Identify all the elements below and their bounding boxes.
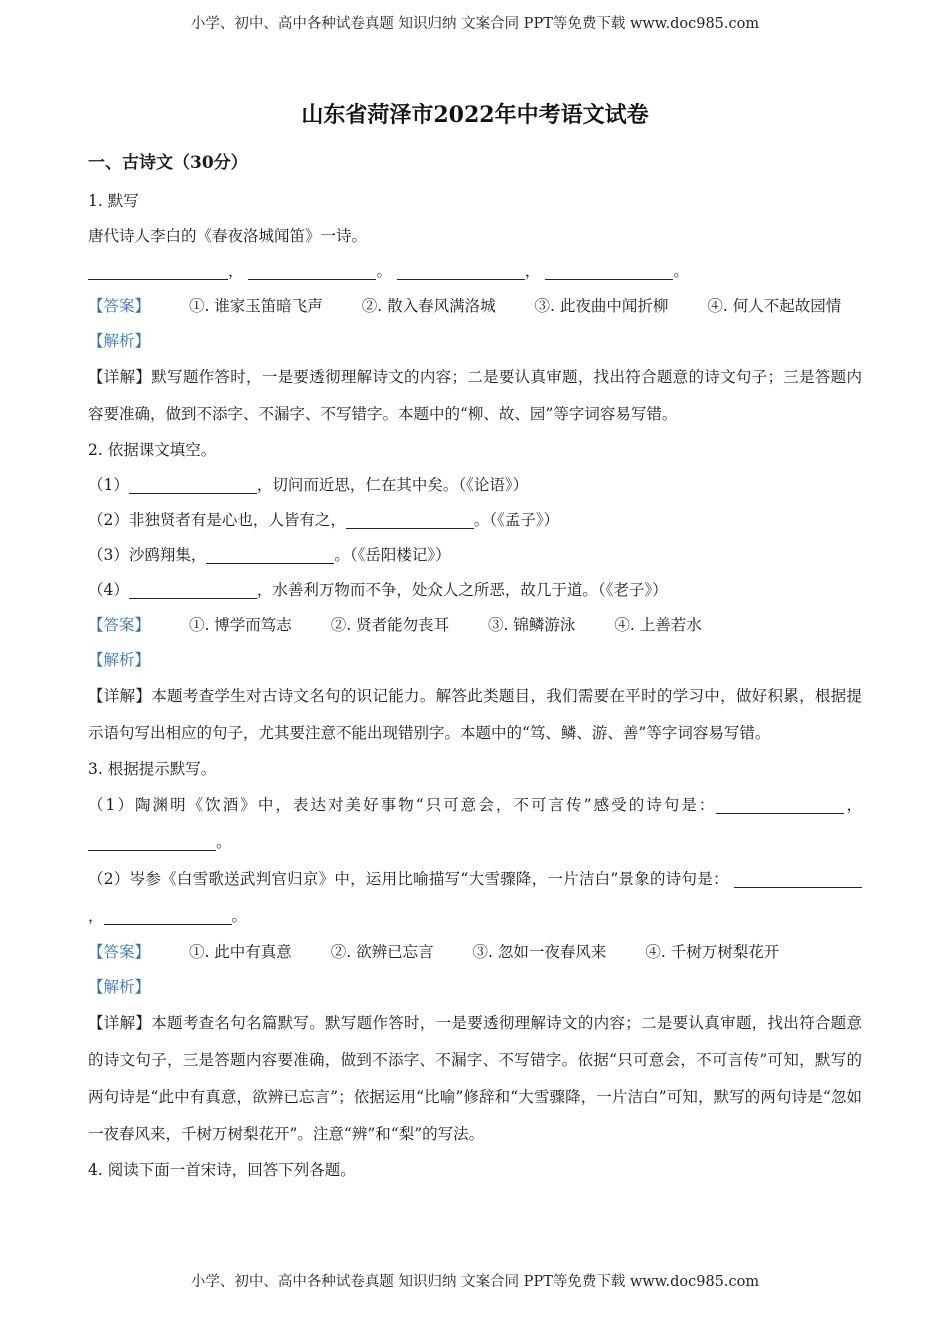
answer-blank[interactable]	[88, 832, 216, 851]
document-body	[88, 150, 862, 1188]
question-2-item: （2）非独贤者有是心也，人皆有之， 。（《孟子》）	[88, 511, 560, 529]
analysis-label: 【解析】	[88, 978, 151, 996]
answer-blank[interactable]	[734, 869, 862, 888]
answer-item: ④. 何人不起故园情	[707, 297, 842, 315]
document-title: 山东省菏泽市2022年中考语文试卷	[301, 102, 649, 128]
answer-item: ④. 上善若水	[614, 616, 702, 634]
question-2-detail: 【详解】本题考查学生对古诗文名句的识记能力。解答此类题目，我们需要在平时的学习中，做好积累，根据提示语句写出相应的句子，尤其要注意不能出现错别字。本题中的“笃、鳞、游、善”等字词容易写错。	[88, 687, 862, 742]
answer-item: ①. 此中有真意	[188, 943, 292, 961]
question-4-number: 4. 阅读下面一首宋诗，回答下列各题。	[88, 1161, 356, 1179]
answer-blank[interactable]	[129, 580, 257, 599]
answer-blank[interactable]	[397, 261, 525, 280]
question-2-item: （1） ，切问而近思，仁在其中矣。（《论语》）	[88, 476, 529, 494]
answer-blank[interactable]	[206, 545, 334, 564]
question-2-answer	[88, 608, 862, 643]
analysis-label: 【解析】	[88, 332, 151, 350]
answer-blank[interactable]	[716, 795, 844, 814]
answer-item: ①. 谁家玉笛暗飞声	[188, 297, 323, 315]
answer-blank[interactable]	[88, 261, 228, 280]
question-2-number: 2. 依据课文填空。	[88, 441, 217, 459]
page-footer: 小学、初中、高中各种试卷真题 知识归纳 文案合同 PPT等免费下载 www.doc985.com	[190, 1274, 760, 1290]
answer-item: ①. 博学而笃志	[188, 616, 292, 634]
answer-label: 【答案】	[88, 297, 151, 315]
answer-item: ②. 散入春风满洛城	[361, 297, 496, 315]
question-3-detail: 【详解】本题考查名句名篇默写。默写题作答时，一是要透彻理解诗文的内容；二是要认真审题，找出符合题意的诗文句子，三是答题内容要准确，做到不添字、不漏字、不写错字。依据“只可意会，不可言传”可知，默写的两句诗是“此中有真意，欲辨已忘言”；依据运用“比喻”修辞和“大雪骤降，一片洁白”可知，默写的两句诗是“忽如一夜春风来，千树万树梨花开”。注意“辨”和“梨”的写法。	[88, 1014, 862, 1143]
question-1-number: 1. 默写	[88, 192, 139, 210]
answer-blank[interactable]	[545, 261, 673, 280]
page-header: 小学、初中、高中各种试卷真题 知识归纳 文案合同 PPT等免费下载 www.doc985.com	[190, 16, 760, 32]
question-1-answer	[88, 289, 862, 324]
answer-item: ④. 千树万树梨花开	[645, 943, 780, 961]
answer-item: ③. 锦鳞游泳	[488, 616, 576, 634]
question-3-part-1: （1）陶渊明《饮酒》中，表达对美好事物“只可意会，不可言传”感受的诗句是： ， 。	[88, 796, 862, 851]
question-1-blanks: ， 。 ， 。	[88, 254, 862, 289]
answer-blank[interactable]	[248, 261, 376, 280]
question-3-part-2: （2）岑参《白雪歌送武判官归京》中，运用比喻描写“大雪骤降，一片洁白”景象的诗句是： ， 。	[88, 861, 862, 935]
question-2-item: （3）沙鸥翔集， 。（《岳阳楼记》）	[88, 546, 451, 564]
analysis-label: 【解析】	[88, 651, 151, 669]
answer-label: 【答案】	[88, 616, 151, 634]
answer-label: 【答案】	[88, 943, 151, 961]
section-heading: 一、古诗文（30分）	[88, 153, 248, 173]
question-3-number: 3. 根据提示默写。	[88, 760, 217, 778]
answer-item: ③. 忽如一夜春风来	[472, 943, 607, 961]
question-3-answer	[88, 935, 862, 970]
answer-blank[interactable]	[129, 475, 257, 494]
question-2-item: （4） ，水善利万物而不争，处众人之所恶，故几于道。（《老子》）	[88, 581, 668, 599]
question-1-detail: 【详解】默写题作答时，一是要透彻理解诗文的内容；二是要认真审题，找出符合题意的诗文句子；三是答题内容要准确，做到不添字、不漏字、不写错字。本题中的“柳、故、园”等字词容易写错。	[88, 368, 862, 423]
answer-item: ②. 贤者能勿丧耳	[330, 616, 450, 634]
answer-blank[interactable]	[346, 510, 474, 529]
question-1-prompt: 唐代诗人李白的《春夜洛城闻笛》一诗。	[88, 227, 368, 245]
answer-blank[interactable]	[104, 906, 232, 925]
answer-item: ③. 此夜曲中闻折柳	[534, 297, 669, 315]
answer-item: ②. 欲辨已忘言	[330, 943, 434, 961]
